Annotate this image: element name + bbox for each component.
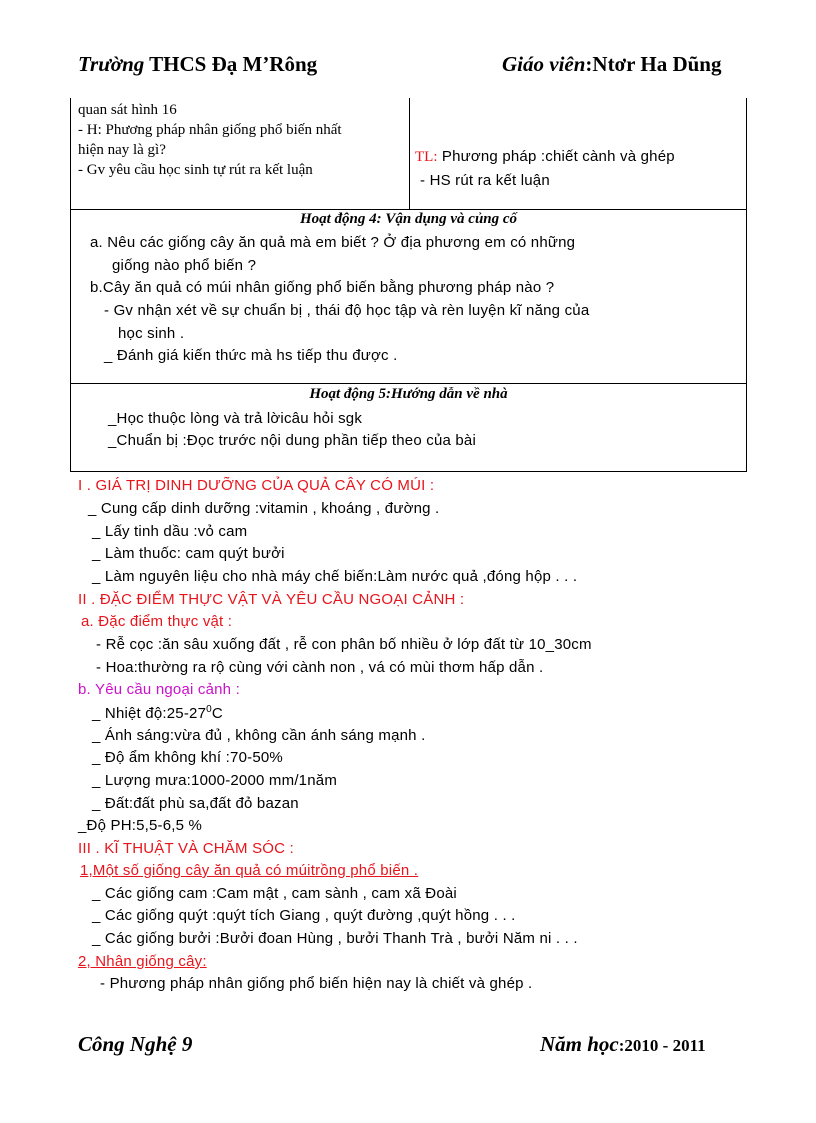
row1-left-line-2: - H: Phương pháp nhân giống phổ biến nhất — [78, 122, 342, 138]
tl-answer: Phương pháp :chiết cành và ghép — [437, 148, 675, 165]
footer-subject: Công Nghệ 9 — [78, 1032, 193, 1056]
degree-superscript: 0 — [206, 704, 212, 715]
section1-item-1: _ Cung cấp dinh dưỡng :vitamin , khoáng , đường . — [88, 500, 440, 517]
section3-sub1-item-3: _ Các giống bưởi :Bưởi đoan Hùng , bưởi Thanh Trà , bưởi Năm ni . . . — [92, 930, 578, 947]
section3-sub1-text: 1,Một số giống cây ăn quả có múitrồng phổ biến . — [80, 862, 419, 879]
section2-a-item-2: - Hoa:thường ra rộ cùng với cành non , vá có mùi thơm hấp dẫn . — [96, 659, 544, 676]
teacher-label: Giáo viên — [502, 52, 586, 76]
section1-item-4: _ Làm nguyên liệu cho nhà máy chế biến:Làm nước quả ,đóng hộp . . . — [92, 568, 578, 585]
year-value: :2010 - 2011 — [618, 1036, 706, 1055]
hd5-line-2: _Chuẩn bị :Đọc trước nội dung phần tiếp theo của bài — [108, 432, 477, 449]
header-school — [78, 52, 317, 77]
hd5-title: Hoạt động 5:Hướng dẫn về nhà — [309, 386, 508, 402]
section2-ph: _Độ PH:5,5-6,5 % — [78, 817, 203, 834]
hd4-line-6: _ Đánh giá kiến thức mà hs tiếp thu được . — [104, 347, 398, 364]
year-label: Năm học — [540, 1032, 619, 1056]
section1-item-2: _ Lấy tinh dầu :vỏ cam — [92, 523, 248, 540]
row1-left-line-4: - Gv yêu cầu học sinh tự rút ra kết luận — [78, 162, 313, 178]
school-label: Trường — [78, 52, 145, 76]
table-border-bottom — [70, 471, 747, 472]
temperature-unit: C — [211, 705, 223, 722]
hd4-line-3: b.Cây ăn quả có múi nhân giống phổ biến bằng phương pháp nào ? — [90, 279, 555, 296]
section3-sub1-item-1: _ Các giống cam :Cam mật , cam sành , cam xã Đoài — [92, 885, 457, 902]
section2-b-item-2: _ Độ ẩm không khí :70-50% — [92, 749, 283, 766]
row1-left-line-3: hiện nay là gì? — [78, 142, 166, 158]
row1-right-conclusion: - HS rút ra kết luận — [420, 172, 550, 189]
school-name: THCS Đạ M’Rông — [149, 52, 318, 76]
hd5-line-1: _Học thuộc lòng và trả lờicâu hỏi sgk — [108, 410, 363, 427]
hd4-line-2: giống nào phổ biến ? — [112, 257, 257, 274]
temperature-text: _ Nhiệt độ:25-27 — [92, 705, 207, 722]
section2-title: II . ĐẶC ĐIỂM THỰC VẬT VÀ YÊU CẦU NGOẠI CẢNH : — [78, 591, 465, 608]
table-border-right — [746, 98, 747, 472]
section3-sub2-item: - Phương pháp nhân giống phổ biến hiện nay là chiết và ghép . — [100, 975, 533, 992]
section2-b-item-4: _ Đất:đất phù sa,đất đỏ bazan — [92, 795, 299, 812]
table-border-left — [70, 98, 71, 472]
section2-b-item-3: _ Lượng mưa:1000-2000 mm/1năm — [92, 772, 338, 789]
tl-label: TL: — [415, 149, 438, 165]
hd4-line-4: - Gv nhận xét về sự chuẩn bị , thái độ học tập và rèn luyện kĩ năng của — [104, 302, 590, 319]
section2-sub-b: b. Yêu cầu ngoại cảnh : — [78, 681, 240, 698]
row1-left-line-1: quan sát hình 16 — [78, 102, 177, 118]
hd4-title: Hoạt động 4: Vận dụng và củng cố — [299, 211, 518, 227]
section2-sub-a: a. Đặc điểm thực vật : — [81, 613, 233, 630]
table-column-divider — [409, 98, 410, 209]
section2-b-item-1: _ Ánh sáng:vừa đủ , không cần ánh sáng mạnh . — [92, 727, 426, 744]
table-row-divider-2 — [70, 383, 747, 384]
table-row-divider-1 — [70, 209, 747, 210]
section1-item-3: _ Làm thuốc: cam quýt bưởi — [92, 545, 285, 562]
section2-a-item-1: - Rễ cọc :ăn sâu xuống đất , rễ con phân bố nhiều ở lớp đất từ 10_30cm — [96, 636, 592, 653]
section3-sub2: 2, Nhân giống cây: — [78, 953, 207, 970]
section3-sub1-item-2: _ Các giống quýt :quýt tích Giang , quýt đường ,quýt hồng . . . — [92, 907, 516, 924]
hd4-line-1: a. Nêu các giống cây ăn quả mà em biết ? Ở địa phương em có những — [90, 234, 576, 251]
footer-year — [540, 1032, 706, 1057]
section1-title: I . GIÁ TRỊ DINH DƯỠNG CỦA QUẢ CÂY CÓ MÚI : — [78, 477, 435, 494]
hd4-line-5: học sinh . — [118, 325, 185, 342]
section2-temperature — [92, 704, 223, 722]
header-teacher — [502, 52, 722, 77]
section3-title: III . KĨ THUẬT VÀ CHĂM SÓC : — [78, 840, 294, 857]
section3-sub1 — [80, 862, 418, 879]
teacher-name: :Ntơr Ha Dũng — [585, 52, 722, 76]
row1-right-answer — [415, 148, 675, 166]
